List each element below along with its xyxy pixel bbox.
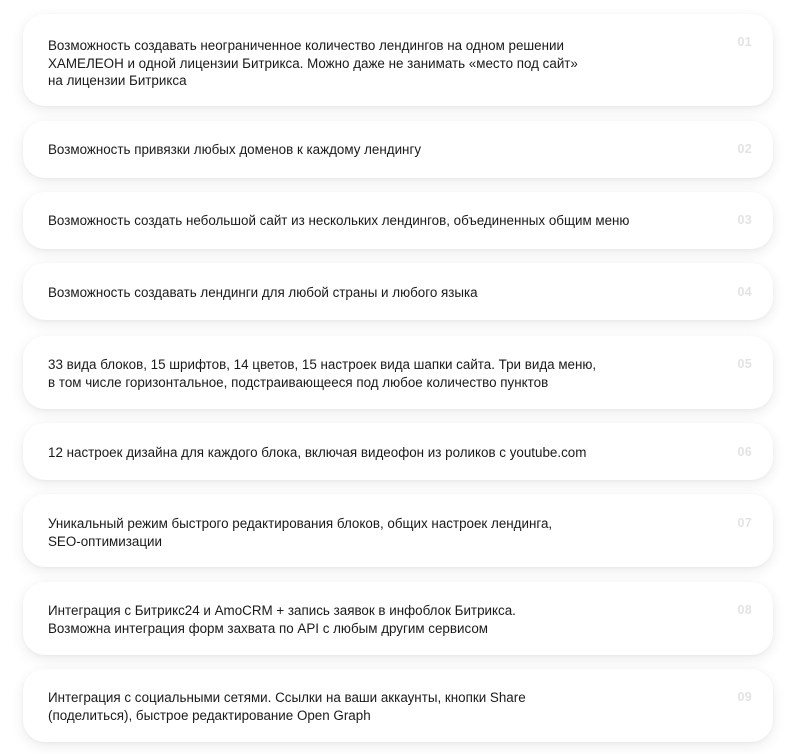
feature-card-01 [23,14,773,106]
feature-number: 04 [737,285,752,299]
feature-text: Возможность создавать неограниченное количество лендингов на одном решении ХАМЕЛЕОН и одной лицензии Битрикса. Можно даже не занимать «место под сайт» на лицензии Битрикса [48,38,578,89]
feature-number: 08 [737,603,752,617]
feature-number: 01 [737,35,752,49]
feature-number: 06 [737,445,752,459]
feature-text: Интеграция с Битрикс24 и AmoCRM + запись заявок в инфоблок Битрикса. Возможна интеграция форм захвата по API с любым другим сервисом [48,603,516,636]
feature-text: 33 вида блоков, 15 шрифтов, 14 цветов, 15 настроек вида шапки сайта. Три вида меню, в том числе горизонтальное, подстраивающееся под любое количество пунктов [48,357,597,390]
feature-number: 07 [737,516,752,530]
feature-card-02 [23,121,773,178]
feature-number: 02 [737,142,752,156]
feature-card-09 [23,669,773,742]
feature-text: Интеграция с социальными сетями. Ссылки на ваши аккаунты, кнопки Share (поделиться), быстрое редактирование Open Graph [48,690,526,723]
feature-card-03 [23,192,773,249]
feature-card-05 [23,336,773,409]
feature-card-04 [23,263,773,320]
feature-card-07 [23,494,773,567]
feature-number: 09 [737,690,752,704]
feature-text: Уникальный режим быстрого редактирования блоков, общих настроек лендинга, SEO-оптимизации [48,516,553,549]
feature-text: Возможность создать небольшой сайт из нескольких лендингов, объединенных общим меню [48,213,630,228]
feature-text: 12 настроек дизайна для каждого блока, включая видеофон из роликов с youtube.com [48,445,587,460]
feature-number: 03 [737,213,752,227]
feature-card-08 [23,582,773,655]
feature-text: Возможность создавать лендинги для любой страны и любого языка [48,285,478,300]
feature-card-06 [23,423,773,480]
feature-text: Возможность привязки любых доменов к каждому лендингу [48,142,422,157]
feature-number: 05 [737,357,752,371]
